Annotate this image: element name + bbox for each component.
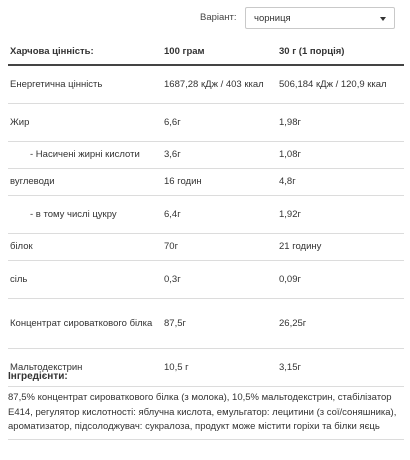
value-per-100g: 87,5г xyxy=(162,299,277,349)
nutrient-name: вуглеводи xyxy=(8,169,162,196)
table-row xyxy=(8,234,404,261)
nutrient-name: сіль xyxy=(8,261,162,299)
nutrient-name: Концентрат сироваткового білка xyxy=(8,299,162,349)
variant-select[interactable] xyxy=(245,7,395,29)
nutrient-name: Мальтодекстрин xyxy=(8,349,162,387)
nutrient-name: білок xyxy=(8,234,162,261)
table-row xyxy=(8,196,404,234)
column-header-per-100g: 100 грам xyxy=(162,38,277,65)
nutrient-name: Жир xyxy=(8,104,162,142)
nutrient-name: - Насичені жирні кислоти xyxy=(8,142,162,169)
ingredients-title: Інгредієнти: xyxy=(8,371,68,382)
variant-label: Варіант: xyxy=(200,12,237,23)
value-per-serving: 4,8г xyxy=(277,169,404,196)
column-header-nutrient: Харчова цінність: xyxy=(8,38,162,65)
nutrition-header-row xyxy=(8,38,404,65)
value-per-100g: 6,4г xyxy=(162,196,277,234)
nutrient-name: Енергетична цінність xyxy=(8,65,162,104)
variant-row xyxy=(0,7,410,31)
value-per-100g: 3,6г xyxy=(162,142,277,169)
column-header-per-serving: 30 г (1 порція) xyxy=(277,38,404,65)
value-per-serving: 3,15г xyxy=(277,349,404,387)
table-row xyxy=(8,65,404,104)
table-row xyxy=(8,299,404,349)
value-per-serving: 1,08г xyxy=(277,142,404,169)
table-row xyxy=(8,142,404,169)
value-per-serving: 1,98г xyxy=(277,104,404,142)
chevron-down-icon xyxy=(380,17,386,21)
value-per-100g: 1687,28 кДж / 403 ккал xyxy=(162,65,277,104)
nutrition-table xyxy=(8,38,404,387)
value-per-100g: 6,6г xyxy=(162,104,277,142)
nutrient-name: - в тому числі цукру xyxy=(8,196,162,234)
table-row xyxy=(8,169,404,196)
value-per-100g: 0,3г xyxy=(162,261,277,299)
value-per-serving: 506,184 кДж / 120,9 ккал xyxy=(277,65,404,104)
table-row xyxy=(8,104,404,142)
table-row xyxy=(8,261,404,299)
value-per-100g: 70г xyxy=(162,234,277,261)
value-per-100g: 16 годин xyxy=(162,169,277,196)
value-per-serving: 1,92г xyxy=(277,196,404,234)
value-per-100g: 10,5 г xyxy=(162,349,277,387)
value-per-serving: 21 годину xyxy=(277,234,404,261)
value-per-serving: 26,25г xyxy=(277,299,404,349)
ingredients-text: 87,5% концентрат сироваткового білка (з молока), 10,5% мальтодекстрин, стабілізатор Е414, регулятор кислотності: яблучна кислота, емульгатор: лецитини (з сої/соняшника), ароматизатор, підсолоджувач: сукралоза, продукт може містити горіхи та білки яєць xyxy=(8,391,404,440)
value-per-serving: 0,09г xyxy=(277,261,404,299)
variant-selected-value: чорниця xyxy=(254,13,291,24)
